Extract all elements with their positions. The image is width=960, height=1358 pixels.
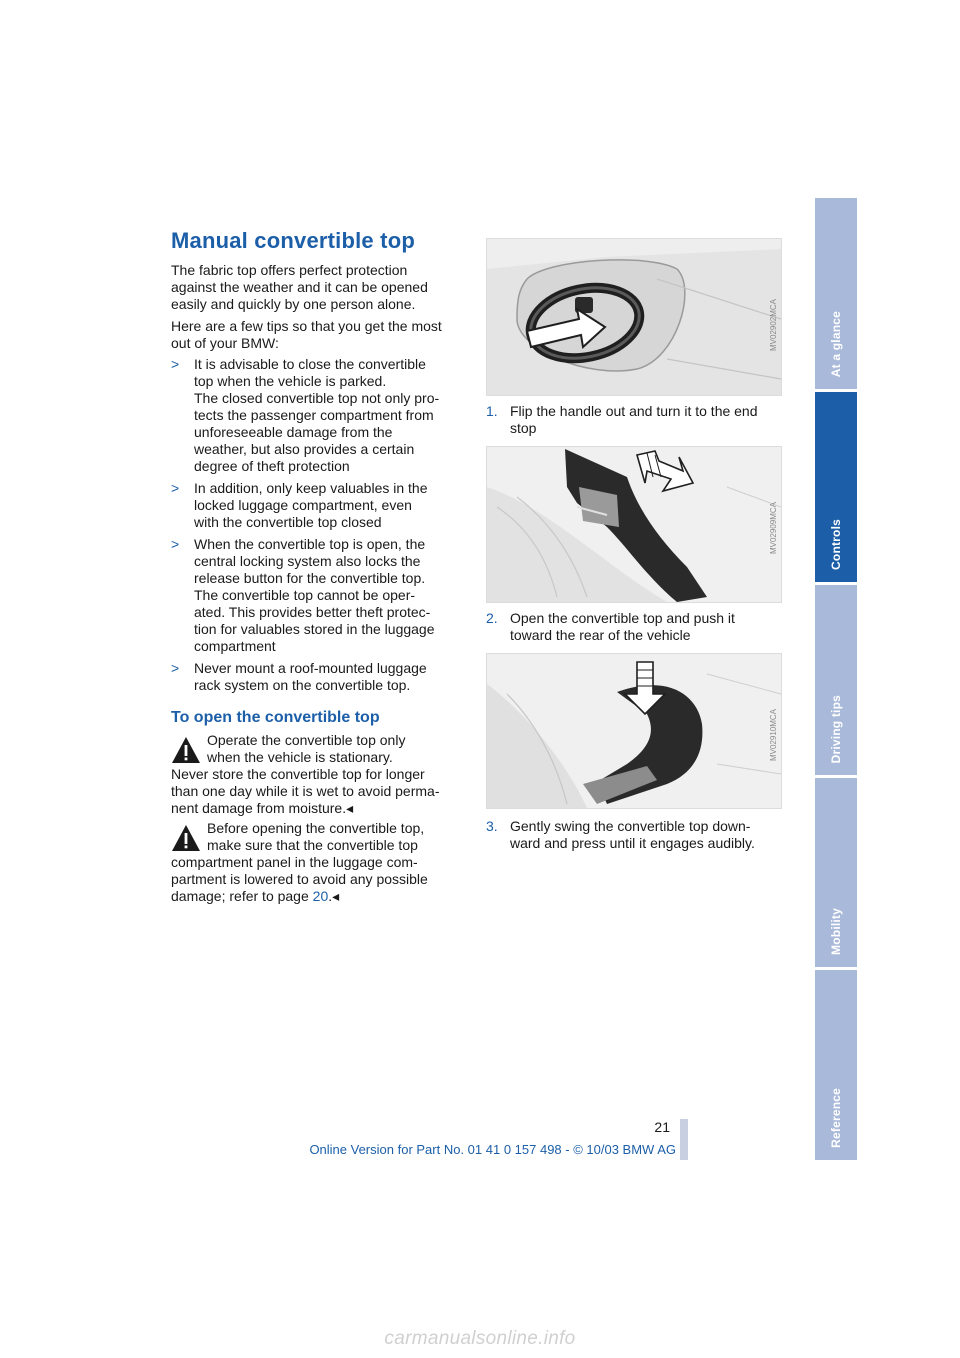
- tab-at-a-glance[interactable]: [815, 198, 857, 389]
- text-line: stop: [510, 420, 537, 436]
- text-line: when the vehicle is stationary.: [207, 749, 393, 765]
- page-number-bar: [680, 1119, 688, 1160]
- footer-text: Online Version for Part No. 01 41 0 157 498 - © 10/03 BMW AG: [309, 1142, 676, 1157]
- text-line: Never mount a roof-mounted luggage: [194, 660, 427, 676]
- tab-label-wrap: [815, 1088, 857, 1148]
- bullet-mark: >: [171, 480, 180, 496]
- watermark: carmanualsonline.info: [384, 1328, 576, 1349]
- page-reference-link[interactable]: 20: [312, 888, 329, 904]
- tab-label: Reference: [829, 1088, 843, 1148]
- bullet-mark: >: [171, 356, 180, 372]
- bullet-text: [194, 480, 469, 531]
- text-line: degree of theft protection: [194, 458, 350, 474]
- text-line: tects the passenger compartment from: [194, 407, 434, 423]
- text-line: nent damage from moisture.◂: [171, 800, 354, 816]
- tab-label: At a glance: [829, 310, 843, 377]
- text-fragment: .◂: [328, 888, 340, 904]
- tab-label-wrap: [815, 695, 857, 763]
- figure-code: MV02902MCA: [769, 299, 778, 352]
- step-number: 1.: [486, 403, 498, 419]
- warning-triangle-icon: [171, 736, 201, 764]
- figure-code: MV02909MCA: [769, 502, 778, 555]
- figure-push-top: [486, 446, 782, 603]
- warning-text: [171, 854, 428, 905]
- tab-label-wrap: [815, 908, 857, 955]
- tab-mobility[interactable]: [815, 778, 857, 967]
- section-heading: To open the convertible top: [171, 709, 380, 726]
- tab-label-wrap: [815, 519, 857, 570]
- text-line: Gently swing the convertible top down-: [510, 818, 751, 834]
- tab-controls[interactable]: [815, 392, 857, 582]
- text-line: top when the vehicle is parked.: [194, 373, 387, 389]
- step-number: 3.: [486, 818, 498, 834]
- text-line: Here are a few tips so that you get the most: [171, 318, 442, 334]
- text-line: tion for valuables stored in the luggage: [194, 621, 435, 637]
- intro-paragraph-2: [171, 318, 466, 352]
- figure-code: MV02910MCA: [769, 709, 778, 762]
- text-line: central locking system also locks the: [194, 553, 421, 569]
- text-line: partment is lowered to avoid any possible: [171, 871, 428, 887]
- step-number: 2.: [486, 610, 498, 626]
- bullet-mark: >: [171, 536, 180, 552]
- text-line: unforeseeable damage from the: [194, 424, 393, 440]
- text-line: Never store the convertible top for longer: [171, 766, 425, 782]
- text-line: Flip the handle out and turn it to the end: [510, 403, 758, 419]
- text-line: The closed convertible top not only pro-: [194, 390, 440, 406]
- text-line: Open the convertible top and push it: [510, 610, 735, 626]
- text-line: compartment: [194, 638, 276, 654]
- text-line: compartment panel in the luggage com-: [171, 854, 418, 870]
- tab-label: Controls: [829, 519, 843, 570]
- tab-reference[interactable]: [815, 970, 857, 1160]
- text-line: ward and press until it engages audibly.: [510, 835, 755, 851]
- figure-swing-down: [486, 653, 782, 809]
- step-text: [510, 610, 786, 644]
- warning-triangle-icon: [171, 824, 201, 852]
- text-line: with the convertible top closed: [194, 514, 382, 530]
- text-line: The fabric top offers perfect protection: [171, 262, 408, 278]
- text-line: ated. This provides better theft protec-: [194, 604, 431, 620]
- text-line: The convertible top cannot be oper-: [194, 587, 416, 603]
- warning-text: [171, 766, 439, 817]
- text-line: locked luggage compartment, even: [194, 497, 412, 513]
- text-line: When the convertible top is open, the: [194, 536, 426, 552]
- text-line: [171, 888, 428, 905]
- step-text: [510, 403, 786, 437]
- text-line: rack system on the convertible top.: [194, 677, 411, 693]
- text-line: against the weather and it can be opened: [171, 279, 428, 295]
- text-line: Before opening the convertible top,: [207, 820, 425, 836]
- step-text: [510, 818, 786, 852]
- text-line: weather, but also provides a certain: [194, 441, 415, 457]
- page-title: Manual convertible top: [171, 228, 415, 253]
- figure-handle: [486, 238, 782, 396]
- text-line: toward the rear of the vehicle: [510, 627, 691, 643]
- tab-label-wrap: [815, 311, 857, 377]
- text-fragment: damage; refer to page: [171, 888, 313, 904]
- text-line: easily and quickly by one person alone.: [171, 296, 416, 312]
- tab-label: Mobility: [829, 908, 843, 955]
- text-line: than one day while it is wet to avoid perma-: [171, 783, 440, 799]
- tab-label: Driving tips: [829, 694, 843, 763]
- bullet-text: [194, 356, 469, 475]
- text-line: release button for the convertible top.: [194, 570, 426, 586]
- text-line: out of your BMW:: [171, 335, 279, 351]
- page-number: 21: [654, 1119, 670, 1135]
- text-line: make sure that the convertible top: [207, 837, 418, 853]
- bullet-mark: >: [171, 660, 180, 676]
- push-top-illustration: [487, 447, 781, 602]
- text-line: It is advisable to close the convertible: [194, 356, 426, 372]
- text-line: Operate the convertible top only: [207, 732, 406, 748]
- intro-paragraph-1: [171, 262, 466, 313]
- tab-driving-tips[interactable]: [815, 585, 857, 775]
- swing-down-illustration: [487, 654, 781, 808]
- bullet-text: [194, 536, 469, 655]
- text-line: In addition, only keep valuables in the: [194, 480, 428, 496]
- handle-illustration: [487, 239, 781, 395]
- bullet-text: [194, 660, 469, 694]
